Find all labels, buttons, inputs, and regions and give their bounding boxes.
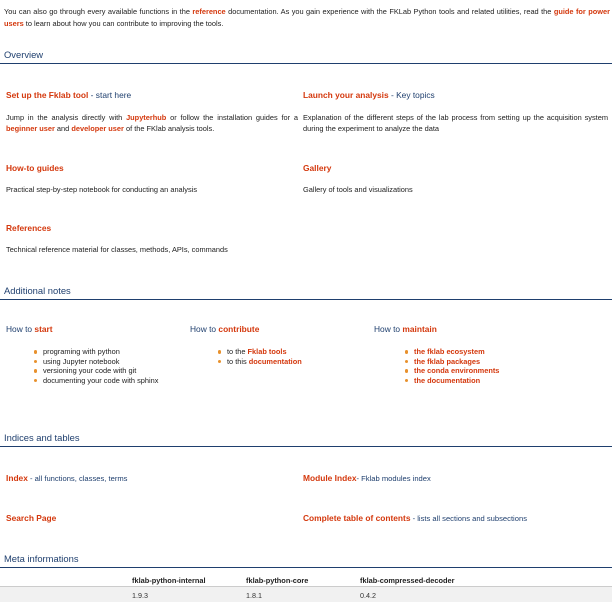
index-suffix: - all functions, classes, terms	[27, 474, 128, 483]
fklab-ecosystem-link[interactable]: the fklab ecosystem	[414, 347, 485, 356]
item-prefix: to the	[227, 347, 248, 356]
start-link[interactable]: start	[34, 324, 53, 334]
intro-text: to learn about how you can contribute to improving the tools.	[23, 18, 224, 28]
meta-value-row	[0, 587, 612, 602]
meta-column-header: fklab-python-internal	[132, 576, 206, 585]
list-item: versioning your code with git	[31, 366, 171, 376]
list-item	[215, 347, 365, 357]
contribute-link[interactable]: contribute	[218, 324, 260, 334]
meta-value: 0.4.2	[360, 591, 376, 600]
setup-card-text	[6, 112, 298, 134]
maintain-list	[402, 347, 562, 385]
howto-link[interactable]: How-to guides	[6, 163, 64, 173]
fklab-packages-link[interactable]: the fklab packages	[414, 356, 481, 366]
setup-text: of the FKlab analysis tools.	[123, 124, 215, 133]
how-to-prefix: How to	[374, 324, 403, 334]
meta-header-row	[0, 572, 612, 587]
setup-text: or follow the installation guides for a	[166, 113, 298, 122]
reference-link[interactable]: reference	[192, 7, 226, 16]
list-item: documenting your code with sphinx	[31, 376, 171, 386]
meta-column-header: fklab-python-core	[246, 576, 309, 585]
intro-paragraph	[4, 6, 610, 29]
section-divider	[0, 567, 612, 568]
jupyterhub-link[interactable]: Jupyterhub	[126, 113, 167, 122]
section-divider	[0, 299, 612, 300]
meta-value: 1.9.3	[132, 591, 148, 600]
how-to-prefix: How to	[190, 324, 219, 334]
index-entry	[6, 473, 127, 483]
module-index-suffix: - Fklab modules index	[356, 474, 431, 483]
setup-card-title	[6, 90, 131, 100]
fklab-tools-link[interactable]: Fklab tools	[247, 347, 287, 356]
meta-column-header: fklab-compressed-decoder	[360, 576, 455, 585]
module-index-link[interactable]: Module Index	[303, 473, 357, 483]
guide-power-users-link[interactable]: guide for power users	[4, 7, 610, 28]
maintain-documentation-link[interactable]: the documentation	[414, 375, 481, 385]
search-page-entry	[6, 513, 56, 523]
documentation-link[interactable]: documentation	[248, 356, 302, 366]
launch-card-title	[303, 90, 435, 100]
list-item: programing with python	[31, 347, 171, 357]
toc-suffix: - lists all sections and subsections	[410, 514, 527, 523]
list-item	[215, 357, 365, 367]
conda-environments-link[interactable]: the conda environments	[414, 366, 500, 376]
toc-entry	[303, 513, 527, 523]
launch-link[interactable]: Launch your analysis	[303, 90, 389, 100]
how-to-contribute-title	[190, 324, 259, 334]
howto-card-title	[6, 163, 64, 173]
start-list	[31, 347, 171, 385]
indices-heading: Indices and tables	[4, 432, 80, 443]
references-card-text: Technical reference material for classes, methods, APIs, commands	[6, 245, 228, 254]
additional-notes-heading: Additional notes	[4, 285, 71, 296]
setup-suffix: - start here	[88, 90, 132, 100]
search-page-link[interactable]: Search Page	[6, 513, 57, 523]
howto-card-text: Practical step-by-step notebook for conducting an analysis	[6, 185, 198, 194]
how-to-maintain-title	[374, 324, 437, 334]
contribute-list	[215, 347, 365, 366]
launch-suffix: - Key topics	[388, 90, 435, 100]
list-item	[402, 347, 562, 357]
module-index-entry	[303, 473, 431, 483]
intro-text: You can also go through every available functions in the	[4, 7, 193, 16]
maintain-link[interactable]: maintain	[402, 324, 437, 334]
overview-heading: Overview	[4, 49, 44, 60]
meta-heading: Meta informations	[4, 553, 79, 564]
beginner-user-link[interactable]: beginner user	[6, 124, 55, 133]
list-item	[402, 357, 562, 367]
setup-text: and	[54, 124, 72, 133]
intro-text: documentation. As you gain experience with the FKLab Python tools and related utilities, read the	[225, 7, 554, 16]
section-divider	[0, 63, 612, 64]
toc-link[interactable]: Complete table of contents	[303, 513, 411, 523]
gallery-card-text: Gallery of tools and visualizations	[303, 185, 413, 194]
developer-user-link[interactable]: developer user	[71, 124, 124, 133]
setup-text: Jump in the analysis directly with	[6, 113, 127, 122]
list-item	[402, 366, 562, 376]
item-prefix: to this	[227, 356, 249, 366]
references-link[interactable]: References	[6, 223, 52, 233]
meta-value: 1.8.1	[246, 591, 262, 600]
list-item	[402, 376, 562, 386]
setup-link[interactable]: Set up the Fklab tool	[6, 90, 89, 100]
section-divider	[0, 446, 612, 447]
how-to-start-title	[6, 324, 53, 334]
references-card-title	[6, 223, 51, 233]
launch-card-text: Explanation of the different steps of the lab process from setting up the acquisition system during the experiment to analyze the data	[303, 113, 608, 133]
index-link[interactable]: Index	[6, 473, 28, 483]
gallery-card-title	[303, 163, 331, 173]
gallery-link[interactable]: Gallery	[303, 163, 332, 173]
list-item: using Jupyter notebook	[31, 357, 171, 367]
how-to-prefix: How to	[6, 324, 35, 334]
